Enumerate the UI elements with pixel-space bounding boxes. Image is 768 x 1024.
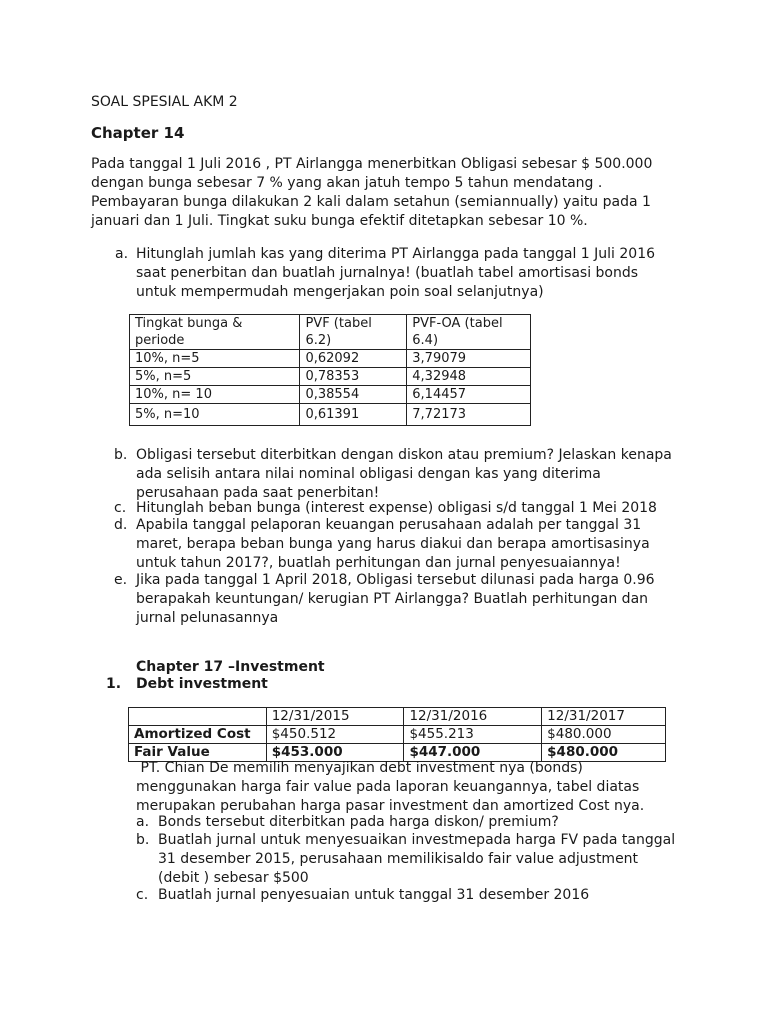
paragraph-line: PT. Chian De memilih menyajikan debt investment nya (bonds) [136,760,583,776]
question-line: berapakah keuntungan/ kerugian PT Airlangga? Buatlah perhitungan dan [136,591,649,607]
table-header-cell: 12/31/2017 [542,708,666,726]
question-line: perusahaan pada saat penerbitan! [136,485,380,501]
table-cell: 6,14457 [407,386,531,404]
table-cell: $453.000 [266,744,404,762]
ch17-question-a [158,813,559,832]
question-line: jurnal pelunasannya [136,610,279,626]
table-header-cell: Tingkat bunga & periode [130,315,300,350]
ch17-question-b [158,831,675,888]
table-cell: $480.000 [542,726,666,744]
question-b [136,446,672,503]
question-a [136,245,655,302]
table-cell: 10%, n= 10 [130,386,300,404]
table-row [130,404,531,426]
table-header-row [129,708,666,726]
table-row [130,350,531,368]
question-line: saat penerbitan dan buatlah jurnalnya! (buatlah tabel amortisasi bonds [136,265,639,281]
section-number: 1. [106,676,122,692]
table-row [130,368,531,386]
debt-investment-table [128,707,666,762]
question-line: untuk mempermudah mengerjakan poin soal selanjutnya) [136,284,544,300]
list-marker-e: e. [114,572,128,588]
question-line: ada selisih antara nilai nominal obligasi dengan kas yang diterima [136,466,601,482]
table-cell: 5%, n=5 [130,368,300,386]
paragraph-line: menggunakan harga fair value pada laporan keuangannya, tabel diatas [136,779,640,795]
table-cell: $455.213 [404,726,542,744]
intro-line: januari dan 1 Juli. Tingkat suku bunga efektif ditetapkan sebesar 10 %. [91,213,588,229]
list-marker-c: c. [114,500,127,516]
list-marker-d: d. [114,517,128,533]
question-e [136,571,655,628]
chapter-17-heading: Chapter 17 –Investment [136,659,325,675]
table-cell: 3,79079 [407,350,531,368]
chapter-17-paragraph [136,759,644,816]
list-marker-a: a. [115,246,129,262]
question-line: Hitunglah beban bunga (interest expense) obligasi s/d tanggal 1 Mei 2018 [136,500,657,516]
list-marker-b: b. [114,447,128,463]
table-cell: 7,72173 [407,404,531,426]
question-line: Obligasi tersebut diterbitkan dengan diskon atau premium? Jelaskan kenapa [136,447,672,463]
table-cell: 10%, n=5 [130,350,300,368]
list-marker-a: a. [136,814,150,830]
table-header-row [130,315,531,350]
table-cell: $450.512 [266,726,404,744]
debt-investment-heading: Debt investment [136,676,268,692]
intro-line: dengan bunga sebesar 7 % yang akan jatuh tempo 5 tahun mendatang . [91,175,603,191]
question-d [136,516,650,573]
table-cell: 0,38554 [300,386,407,404]
table-cell: $480.000 [542,744,666,762]
table-row [129,726,666,744]
question-line: 31 desember 2015, perusahaan memilikisaldo fair value adjustment [158,851,639,867]
question-line: Apabila tanggal pelaporan keuangan perusahaan adalah per tanggal 31 [136,517,642,533]
question-line: Hitunglah jumlah kas yang diterima PT Airlangga pada tanggal 1 Juli 2016 [136,246,656,262]
ch17-question-c [158,886,589,905]
question-line: Buatlah jurnal untuk menyesuaikan investmepada harga FV pada tanggal [158,832,676,848]
document-title: SOAL SPESIAL AKM 2 [91,94,238,110]
table-cell: $447.000 [404,744,542,762]
table-header-cell: PVF-OA (tabel 6.4) [407,315,531,350]
table-header-cell: PVF (tabel 6.2) [300,315,407,350]
question-line: Buatlah jurnal penyesuaian untuk tanggal 31 desember 2016 [158,887,590,903]
table-row [130,386,531,404]
intro-line: Pada tanggal 1 Juli 2016 , PT Airlangga menerbitkan Obligasi sebesar $ 500.000 [91,156,653,172]
table-cell: 5%, n=10 [130,404,300,426]
row-label-fair-value: Fair Value [129,744,267,762]
list-marker-b: b. [136,832,150,848]
table-header-cell: 12/31/2016 [404,708,542,726]
intro-line: Pembayaran bunga dilakukan 2 kali dalam setahun (semiannually) yaitu pada 1 [91,194,651,210]
table-header-cell: 12/31/2015 [266,708,404,726]
question-line: (debit ) sebesar $500 [158,870,309,886]
chapter-14-intro [91,155,652,231]
table-cell: 0,78353 [300,368,407,386]
chapter-14-heading: Chapter 14 [91,124,185,142]
question-line: Bonds tersebut diterbitkan pada harga diskon/ premium? [158,814,559,830]
table-header-cell [129,708,267,726]
question-line: Jika pada tanggal 1 April 2018, Obligasi tersebut dilunasi pada harga 0.96 [136,572,655,588]
pv-factor-table [129,314,531,426]
question-line: maret, berapa beban bunga yang harus diakui dan berapa amortisasinya [136,536,650,552]
table-cell: 4,32948 [407,368,531,386]
table-cell: 0,62092 [300,350,407,368]
question-line: untuk tahun 2017?, buatlah perhitungan dan jurnal penyesuaiannya! [136,555,621,571]
row-label-amortized-cost: Amortized Cost [129,726,267,744]
table-cell: 0,61391 [300,404,407,426]
list-marker-c: c. [136,887,149,903]
paragraph-line: merupakan perubahan harga pasar investment dan amortized Cost nya. [136,798,645,814]
